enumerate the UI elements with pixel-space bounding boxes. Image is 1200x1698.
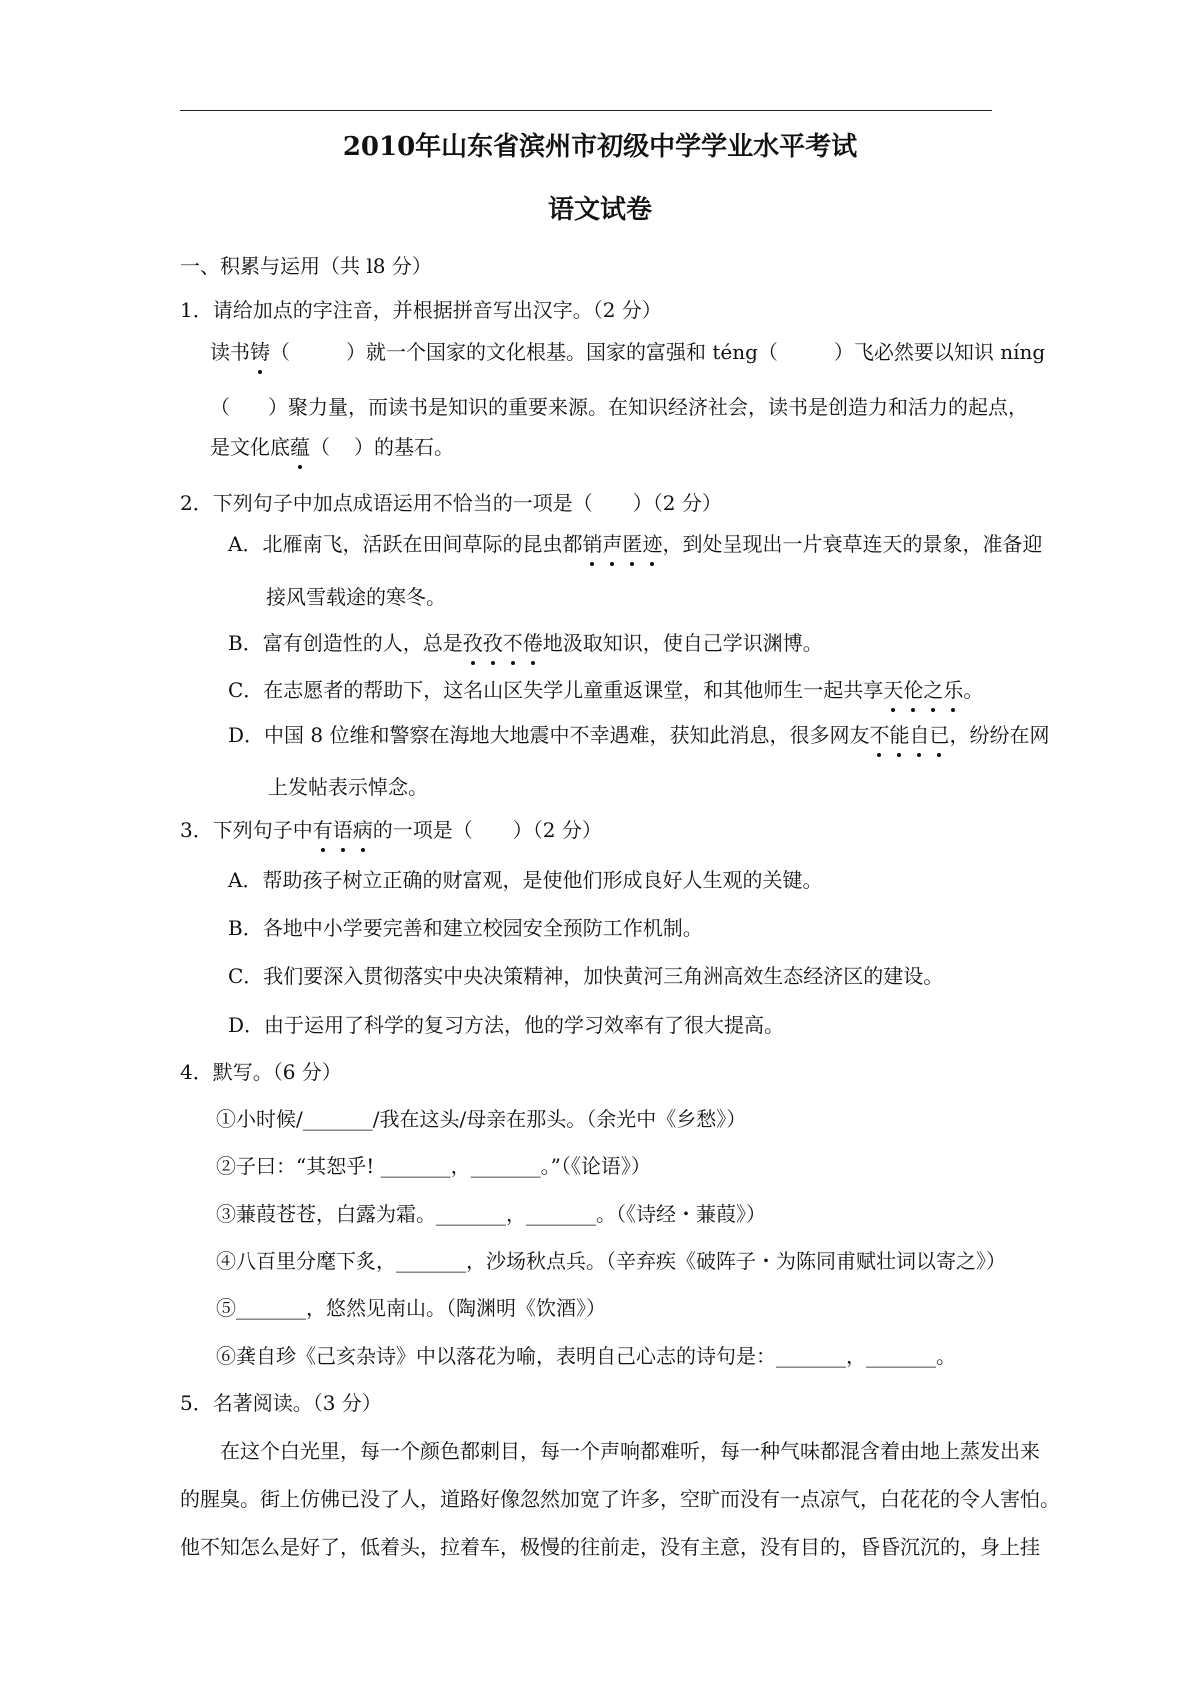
dotted-char: 有 xyxy=(313,815,333,845)
q1-text: 是文化底 xyxy=(210,435,290,459)
q2-option-c xyxy=(228,675,983,705)
dotted-char: 自 xyxy=(909,720,929,750)
dotted-char: 孜 xyxy=(463,628,483,658)
q1-text: ）聚力量，而读书是知识的重要来源。在知识经济社会，读书是创造力和活力的起点， xyxy=(268,395,1028,419)
q1-dotted-char: 蕴 xyxy=(290,432,310,462)
q1-text: （ xyxy=(210,395,230,419)
dotted-char: 不 xyxy=(869,720,889,750)
q1-line3 xyxy=(210,432,454,462)
q3-stem xyxy=(180,815,602,845)
option-text: B．富有创造性的人，总是 xyxy=(228,631,463,655)
q4-item-5[interactable]: ⑤_______，悠然见南山。（陶渊明《饮酒》） xyxy=(216,1296,606,1320)
q1-stem: 1．请给加点的字注音，并根据拼音写出汉字。（2 分） xyxy=(180,298,662,322)
q1-text: 读书 xyxy=(210,340,250,364)
q1-text: （ xyxy=(310,435,330,459)
dotted-char: 能 xyxy=(889,720,909,750)
dotted-char: 之 xyxy=(923,675,943,705)
q5-passage-line: 他不知怎么是好了，低着头，拉着车，极慢的往前走，没有主意，没有目的，昏昏沉沉的，身上挂 xyxy=(180,1535,1040,1559)
dotted-char: 迹 xyxy=(642,529,662,559)
dotted-char: 乐 xyxy=(943,675,963,705)
q4-item-4[interactable]: ④八百里分麾下炙，_______，沙场秋点兵。（辛弃疾《破阵子・为陈同甫赋壮词以寄之》） xyxy=(216,1249,1006,1273)
q3-stem-score: ）（2 分） xyxy=(512,818,602,842)
dotted-char: 天 xyxy=(883,675,903,705)
q4-item-1[interactable]: ①小时候/_______/我在这头/母亲在那头。（余光中《乡愁》） xyxy=(216,1107,747,1131)
q2-option-b xyxy=(228,628,823,658)
option-text: C．在志愿者的帮助下，这名山区失学儿童重返课堂，和其他师生一起共享 xyxy=(228,678,884,702)
exam-title: 2010年山东省滨州市初级中学学业水平考试 xyxy=(342,132,858,162)
q1-text: ）的基石。 xyxy=(354,435,454,459)
q1-text: ）飞必然要以知识 níng xyxy=(833,340,1046,364)
dotted-char: 匿 xyxy=(622,529,642,559)
q5-stem: 5．名著阅读。（3 分） xyxy=(180,1391,382,1415)
q2-option-d-cont: 上发帖表示悼念。 xyxy=(268,775,428,799)
q3-stem-text: 的一项是（ xyxy=(372,818,473,842)
q2-stem xyxy=(180,488,722,518)
dotted-char: 孜 xyxy=(483,628,503,658)
q2-stem-text: 2．下列句子中加点成语运用不恰当的一项是（ xyxy=(180,491,593,515)
dotted-char: 病 xyxy=(353,815,373,845)
q2-option-a-cont: 接风雪载途的寒冬。 xyxy=(266,585,446,609)
q3-stem-text: 3．下列句子中 xyxy=(180,818,313,842)
dotted-char: 已 xyxy=(929,720,949,750)
option-text: 。 xyxy=(963,678,984,702)
q4-item-6[interactable]: ⑥龚自珍《己亥杂诗》中以落花为喻，表明自己心志的诗句是：_______，_______。 xyxy=(216,1344,956,1368)
q3-option-a: A．帮助孩子树立正确的财富观，是使他们形成良好人生观的关键。 xyxy=(228,868,823,892)
q1-line1 xyxy=(210,337,1045,367)
exam-subtitle: 语文试卷 xyxy=(547,195,652,225)
q1-text: （ xyxy=(270,340,290,364)
q2-stem-score: ）（2 分） xyxy=(632,491,722,515)
q4-stem: 4．默写。（6 分） xyxy=(180,1060,342,1084)
option-text: 地汲取知识，使自己学识渊博。 xyxy=(542,631,823,655)
dotted-char: 伦 xyxy=(903,675,923,705)
dotted-char: 语 xyxy=(333,815,353,845)
option-text: D．中国 8 位维和警察在海地大地震中不幸遇难，获知此消息，很多网友 xyxy=(228,723,870,747)
option-text: ，纷纷在网 xyxy=(949,723,1050,747)
q1-dotted-char: 铸 xyxy=(250,337,270,367)
q3-option-d: D．由于运用了科学的复习方法，他的学习效率有了很大提高。 xyxy=(228,1013,785,1037)
q5-passage-line: 在这个白光里，每一个颜色都刺目，每一个声响都难听，每一种气味都混含着由地上蒸发出来 xyxy=(220,1439,1040,1463)
dotted-char: 倦 xyxy=(523,628,543,658)
q3-option-c: C．我们要深入贯彻落实中央决策精神，加快黄河三角洲高效生态经济区的建设。 xyxy=(228,964,944,988)
q2-option-a xyxy=(228,529,1042,559)
q2-option-d xyxy=(228,720,1049,750)
q4-item-3[interactable]: ③蒹葭苍苍，白露为霜。_______，_______。（《诗经・蒹葭》） xyxy=(216,1202,766,1226)
q5-passage-line: 的腥臭。街上仿佛已没了人，道路好像忽然加宽了许多，空旷而没有一点凉气，白花花的令人害怕。 xyxy=(180,1487,1060,1511)
q1-line2 xyxy=(210,392,1028,422)
q4-item-2[interactable]: ②子曰：“其恕乎! _______，_______。”（《论语》） xyxy=(216,1154,651,1178)
section-title: 一、积累与运用（共 l8 分） xyxy=(180,254,432,278)
dotted-char: 销 xyxy=(582,529,602,559)
q1-text: ）就一个国家的文化根基。国家的富强和 téng（ xyxy=(346,340,778,364)
header-rule xyxy=(180,110,992,111)
q3-option-b: B．各地中小学要完善和建立校园安全预防工作机制。 xyxy=(228,916,703,940)
option-text: A．北雁南飞，活跃在田间草际的昆虫都 xyxy=(228,532,583,556)
dotted-char: 不 xyxy=(503,628,523,658)
dotted-char: 声 xyxy=(602,529,622,559)
option-text: ，到处呈现出一片衰草连天的景象，准备迎 xyxy=(662,532,1043,556)
